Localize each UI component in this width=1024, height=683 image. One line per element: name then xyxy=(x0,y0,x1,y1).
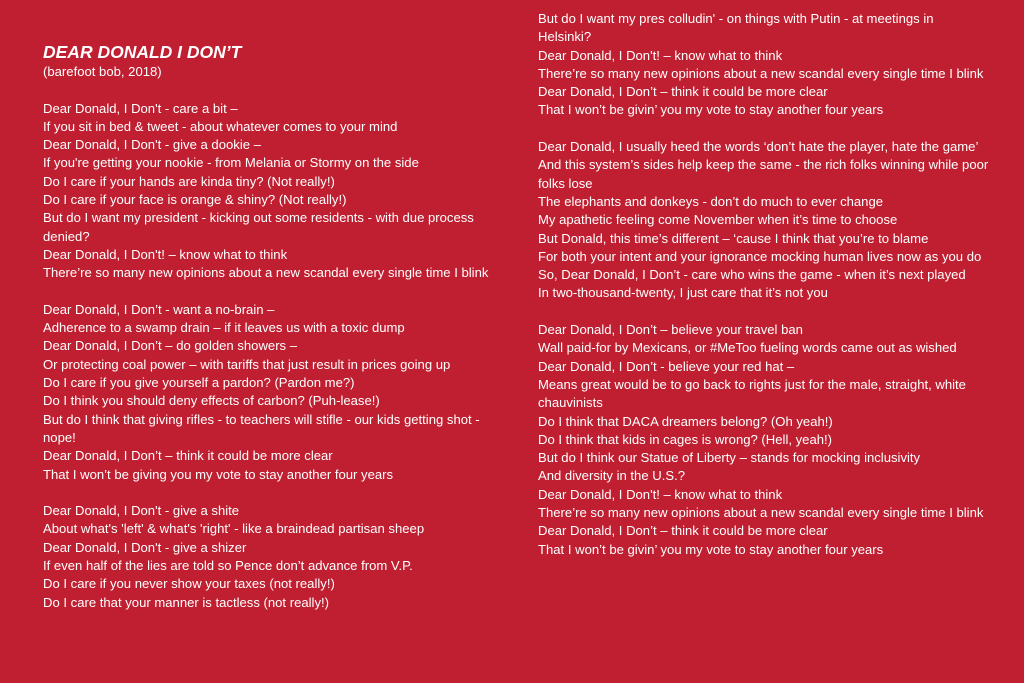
lyric-line: Dear Donald, I Don’t - want a no-brain – xyxy=(43,301,275,317)
stanza xyxy=(538,321,990,559)
lyric-line: My apathetic feeling come November when it’s time to choose xyxy=(538,212,898,228)
lyric-line: That I won’t be givin’ you my vote to stay another four years xyxy=(538,102,884,118)
lyric-line: But do I think that giving rifles - to teachers will stifle - our kids getting shot - nope! xyxy=(43,411,480,445)
lyric-line: But do I want my president - kicking out some residents - with due process denied? xyxy=(43,210,474,244)
lyric-line: Do I think you should deny effects of carbon? (Puh-lease!) xyxy=(43,393,380,409)
lyric-line: And diversity in the U.S.? xyxy=(538,468,686,484)
lyric-line: There’re so many new opinions about a new scandal every single time I blink xyxy=(538,505,984,521)
lyric-line: Do I care that your manner is tactless (not really!) xyxy=(43,594,329,610)
lyric-line: Do I think that kids in cages is wrong? (Hell, yeah!) xyxy=(538,431,833,447)
stanza xyxy=(538,138,990,303)
song-title: DEAR DONALD I DON’T xyxy=(43,42,242,62)
lyric-line: Dear Donald, I usually heed the words ‘don’t hate the player, hate the game’ xyxy=(538,139,979,155)
song-credit: (barefoot bob, 2018) xyxy=(43,64,162,79)
lyric-line: Dear Donald, I Don't! – know what to think xyxy=(538,47,783,63)
lyric-line: About what's 'left' & what's 'right' - like a braindead partisan sheep xyxy=(43,521,425,537)
lyric-line: Dear Donald, I Don’t – think it could be more clear xyxy=(538,523,828,539)
lyric-line: Means great would be to go back to rights just for the male, straight, white chauvinists xyxy=(538,376,966,411)
lyric-line: If you sit in bed & tweet - about whatever comes to your mind xyxy=(43,118,398,134)
lyric-line: If even half of the lies are told so Pence don’t advance from V.P. xyxy=(43,558,413,574)
stanza xyxy=(43,301,505,484)
lyric-line: Dear Donald, I Don’t – do golden showers – xyxy=(43,338,298,354)
lyric-line: And this system’s sides help keep the same - the rich folks winning while poor folks lose xyxy=(538,157,989,191)
lyric-line: Dear Donald, I Don’t – think it could be more clear xyxy=(538,84,828,100)
lyric-line: Do I care if you give yourself a pardon? (Pardon me?) xyxy=(43,375,355,391)
lyric-line: Dear Donald, I Don't - care a bit – xyxy=(43,100,238,116)
lyric-line: Dear Donald, I Don’t – think it could be more clear xyxy=(43,448,333,464)
lyric-line: Do I think that DACA dreamers belong? (Oh yeah!) xyxy=(538,413,833,429)
left-column xyxy=(43,41,505,630)
lyric-line: That I won’t be giving you my vote to stay another four years xyxy=(43,466,394,482)
lyric-line: Do I care if your hands are kinda tiny? (Not really!) xyxy=(43,173,335,189)
lyric-line: Do I care if you never show your taxes (not really!) xyxy=(43,576,335,592)
lyric-line: Or protecting coal power – with tariffs that just result in prices going up xyxy=(43,356,451,372)
stanza xyxy=(43,100,505,283)
lyric-line: Dear Donald, I Don’t - believe your red hat – xyxy=(538,358,795,374)
lyric-line: But Donald, this time’s different – ‘cause I think that you’re to blame xyxy=(538,230,929,246)
stanza xyxy=(43,502,505,612)
lyric-line: So, Dear Donald, I Don’t - care who wins the game - when it’s next played xyxy=(538,267,966,283)
left-stanzas xyxy=(43,100,505,612)
right-stanzas xyxy=(538,10,990,559)
lyric-line: In two-thousand-twenty, I just care that it’s not you xyxy=(538,285,828,301)
lyric-line: Adherence to a swamp drain – if it leaves us with a toxic dump xyxy=(43,320,405,336)
lyric-line: Dear Donald, I Don't! – know what to think xyxy=(43,246,288,262)
lyric-line: The elephants and donkeys - don’t do much to ever change xyxy=(538,193,884,209)
lyric-line: But do I want my pres colludin' - on things with Putin - at meetings in Helsinki? xyxy=(538,11,934,45)
lyric-line: Dear Donald, I Don't - give a shite xyxy=(43,503,240,519)
lyric-line: Dear Donald, I Don't! – know what to think xyxy=(538,486,783,502)
lyric-line: For both your intent and your ignorance mocking human lives now as you do xyxy=(538,248,982,264)
lyric-line: Dear Donald, I Don’t – believe your travel ban xyxy=(538,322,803,338)
stanza xyxy=(538,10,990,120)
right-column xyxy=(538,10,990,577)
lyric-line: There’re so many new opinions about a new scandal every single time I blink xyxy=(43,265,489,281)
lyric-line: If you're getting your nookie - from Melania or Stormy on the side xyxy=(43,155,419,171)
lyric-line: That I won’t be givin’ you my vote to stay another four years xyxy=(538,541,884,557)
lyric-line: Do I care if your face is orange & shiny? (Not really!) xyxy=(43,192,347,208)
lyric-line: But do I think our Statue of Liberty – stands for mocking inclusivity xyxy=(538,450,921,466)
lyric-line: There’re so many new opinions about a new scandal every single time I blink xyxy=(538,65,984,81)
lyric-line: Wall paid-for by Mexicans, or #MeToo fueling words came out as wished xyxy=(538,340,957,356)
lyric-line: Dear Donald, I Don't - give a shizer xyxy=(43,539,247,555)
lyric-line: Dear Donald, I Don't - give a dookie – xyxy=(43,137,261,153)
